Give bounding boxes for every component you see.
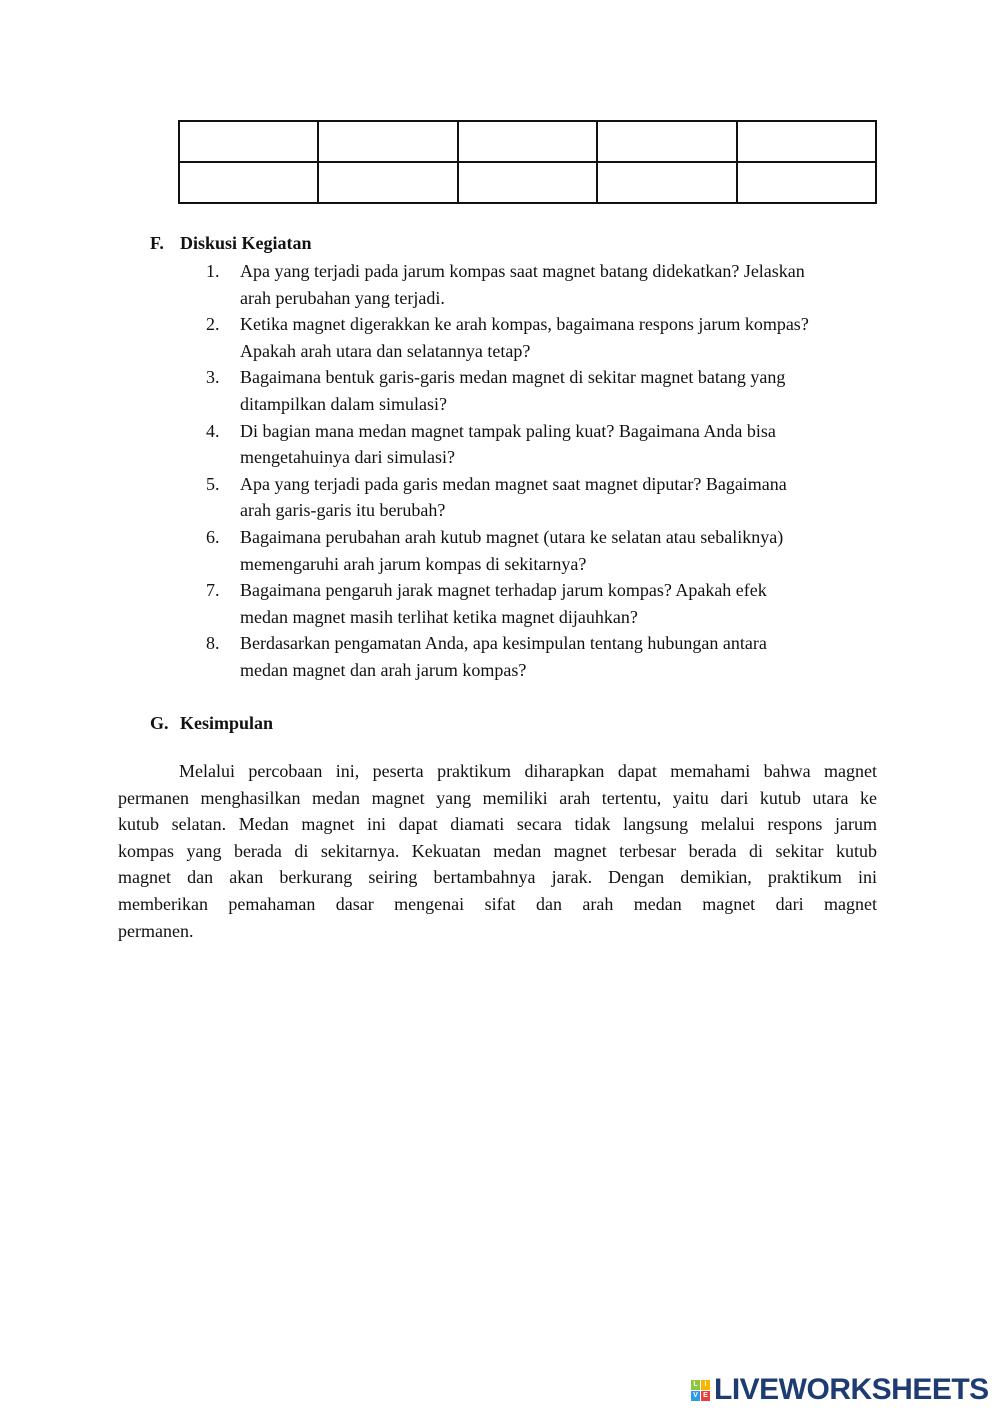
table-cell: [737, 121, 876, 162]
logo-block: I: [701, 1380, 710, 1390]
item-text-line: Apa yang terjadi pada garis medan magnet saat magnet diputar? Bagaimana: [240, 473, 787, 494]
item-number: 4.: [206, 420, 220, 441]
list-item: [206, 311, 886, 364]
list-item: [206, 524, 886, 577]
item-text-line: Bagaimana bentuk garis-garis medan magnet di sekitar magnet batang yang: [240, 367, 786, 388]
list-item: [206, 418, 886, 471]
item-text-line: Apa yang terjadi pada jarum kompas saat magnet batang didekatkan? Jelaskan: [240, 261, 805, 281]
table-cell: [737, 162, 876, 203]
liveworksheets-logo: [691, 1373, 989, 1407]
item-number: 7.: [206, 580, 220, 601]
item-text-line: Di bagian mana medan magnet tampak paling kuat? Bagaimana Anda bisa: [240, 420, 776, 441]
item-number: 2.: [206, 314, 220, 335]
table-row: [179, 162, 876, 203]
table-cell: [597, 121, 736, 162]
table-cell: [458, 162, 597, 203]
item-text-line: ditampilkan dalam simulasi?: [240, 393, 447, 414]
paragraph-line: permanen.: [118, 920, 194, 941]
section-title: Diskusi Kegiatan: [180, 233, 312, 253]
item-text-line: Apakah arah utara dan selatannya tetap?: [240, 340, 531, 361]
list-item: [206, 577, 886, 630]
conclusion-paragraph: [118, 758, 877, 944]
paragraph-line: kompas yang berada di sekitarnya. Kekuatan medan magnet terbesar berada di sekitar kutub: [118, 840, 877, 861]
list-item: [206, 630, 886, 683]
table-cell: [458, 121, 597, 162]
logo-blocks-icon: [691, 1380, 710, 1401]
section-letter: G.: [150, 713, 169, 733]
list-item: [206, 258, 886, 311]
list-item: [206, 364, 886, 417]
table-row: [179, 121, 876, 162]
paragraph-line: magnet dan akan berkurang seiring bertambahnya jarak. Dengan demikian, praktikum ini: [118, 867, 877, 888]
paragraph-line: Melalui percobaan ini, peserta praktikum diharapkan dapat memahami bahwa magnet: [179, 761, 877, 781]
item-text-line: medan magnet masih terlihat ketika magnet dijauhkan?: [240, 606, 638, 627]
section-letter: F.: [150, 233, 164, 253]
logo-block: E: [701, 1391, 710, 1401]
item-text-line: memengaruhi arah jarum kompas di sekitarnya?: [240, 553, 587, 574]
item-text-line: mengetahuinya dari simulasi?: [240, 447, 455, 468]
logo-text: LIVEWORKSHEETS: [714, 1373, 989, 1406]
item-number: 8.: [206, 633, 220, 654]
table-cell: [179, 121, 318, 162]
item-text-line: medan magnet dan arah jarum kompas?: [240, 659, 527, 680]
item-number: 5.: [206, 473, 220, 494]
logo-block: V: [691, 1391, 700, 1401]
table-cell: [318, 121, 457, 162]
item-number: 1.: [206, 261, 220, 281]
paragraph-line: memberikan pemahaman dasar mengenai sifat dan arah medan magnet dari magnet: [118, 893, 877, 914]
section-g-heading: [150, 713, 273, 734]
discussion-list: [206, 258, 886, 684]
logo-block: L: [691, 1380, 700, 1390]
paragraph-line: permanen menghasilkan medan magnet yang memiliki arah tertentu, yaitu dari kutub utara ke: [118, 787, 877, 808]
section-title: Kesimpulan: [180, 713, 274, 733]
table-cell: [179, 162, 318, 203]
table-cell: [597, 162, 736, 203]
item-number: 3.: [206, 367, 220, 388]
item-text-line: Bagaimana pengaruh jarak magnet terhadap jarum kompas? Apakah efek: [240, 580, 767, 601]
item-text-line: Bagaimana perubahan arah kutub magnet (utara ke selatan atau sebaliknya): [240, 526, 784, 547]
empty-table: [178, 120, 877, 204]
table-cell: [318, 162, 457, 203]
paragraph-line: kutub selatan. Medan magnet ini dapat diamati secara tidak langsung melalui respons jarum: [118, 814, 877, 835]
section-f-heading: [150, 233, 312, 254]
item-text-line: Ketika magnet digerakkan ke arah kompas, bagaimana respons jarum kompas?: [240, 314, 809, 335]
item-text-line: arah perubahan yang terjadi.: [240, 287, 445, 308]
list-item: [206, 471, 886, 524]
item-text-line: Berdasarkan pengamatan Anda, apa kesimpulan tentang hubungan antara: [240, 633, 767, 654]
item-text-line: arah garis-garis itu berubah?: [240, 500, 446, 521]
item-number: 6.: [206, 526, 220, 547]
